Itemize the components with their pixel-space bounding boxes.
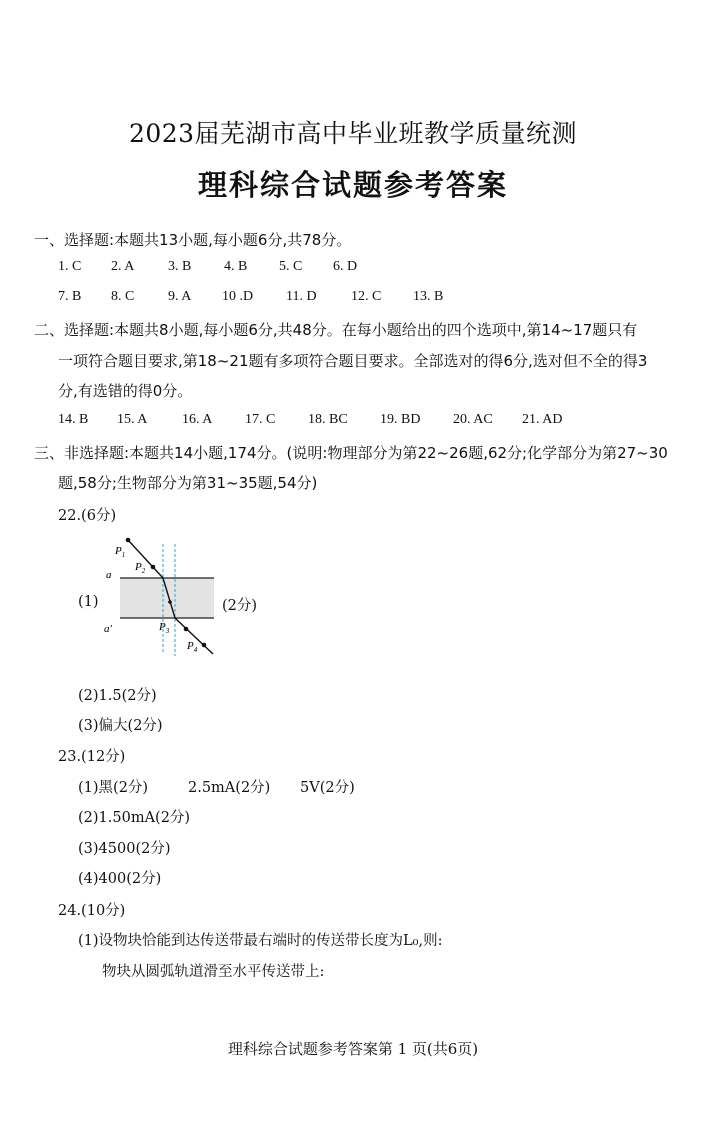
answer-item: 2. A [111,259,135,274]
q24-heading: 24.(10分) [58,903,126,919]
section2-line2: 一项符合题目要求,第18~21题有多项符合题目要求。全部选对的得6分,选对但不全的得3 [58,352,648,370]
label-a-prime: a′ [104,623,112,635]
answer-item: 21. AD [522,412,563,427]
answer-item: 7. B [58,289,82,304]
label-p4: $P_4$ [187,640,198,654]
pin-p4 [202,643,207,648]
pin-p2 [151,565,156,570]
answer-item: 14. B [58,412,89,427]
page-footer: 理科综合试题参考答案第 1 页(共6页) [227,1040,479,1058]
q23-part4: (4)400(2分) [78,871,162,887]
answer-item: 13. B [413,289,444,304]
q24-line2: 物块从圆弧轨道滑至水平传送带上: [102,964,325,980]
page-title: 2023届芜湖市高中毕业班教学质量统测 [128,119,578,148]
pin-p3 [184,627,189,632]
q22-part2: (2)1.5(2分) [78,688,157,704]
glass-block [120,578,214,618]
answer-item: 4. B [224,259,248,274]
pin-p1 [126,538,131,543]
section2-line3: 分,有选错的得0分。 [58,382,193,400]
q22-part1-label: (1) [78,594,99,610]
page-subtitle: 理科综合试题参考答案 [197,168,508,202]
answer-item: 1. C [58,259,82,274]
q22-heading: 22.(6分) [58,508,117,524]
answer-item: 11. D [286,289,317,304]
label-p3: $P_3$ [159,621,170,635]
refraction-diagram [100,532,225,662]
section2-line1: 二、选择题:本题共8小题,每小题6分,共48分。在每小题给出的四个选项中,第14~17题只有 [34,321,638,339]
q22-part3: (3)偏大(2分) [78,718,163,734]
answer-item: 20. AC [453,412,493,427]
section3-line1: 三、非选择题:本题共14小题,174分。(说明:物理部分为第22~26题,62分;化学部分为第27~30 [34,444,668,462]
q23-heading: 23.(12分) [58,749,126,765]
answer-item: 3. B [168,259,192,274]
label-a: a [106,569,112,581]
q23-part3: (3)4500(2分) [78,841,171,857]
path-mark [168,600,172,604]
q22-part1-score: (2分) [222,598,258,614]
q23-part2: (2)1.50mA(2分) [78,810,191,826]
answer-item: 18. BC [308,412,348,427]
q23-part1-b: 2.5mA(2分) [188,780,271,796]
label-p2: $P_2$ [135,561,146,575]
section3-line2: 题,58分;生物部分为第31~35题,54分) [58,474,318,492]
answer-item: 15. A [117,412,148,427]
answer-item: 10 .D [222,289,254,304]
answer-item: 12. C [351,289,382,304]
answer-item: 9. A [168,289,192,304]
label-p1: $P_1$ [115,545,126,559]
answer-item: 19. BD [380,412,421,427]
q24-line1: (1)设物块恰能到达传送带最右端时的传送带长度为L₀,则: [78,933,443,949]
section1-heading: 一、选择题:本题共13小题,每小题6分,共78分。 [34,231,352,249]
q23-part1-a: (1)黑(2分) [78,780,149,796]
answer-item: 17. C [245,412,276,427]
q23-part1-c: 5V(2分) [300,780,355,796]
answer-item: 16. A [182,412,213,427]
answer-item: 5. C [279,259,303,274]
answer-item: 8. C [111,289,135,304]
answer-item: 6. D [333,259,358,274]
